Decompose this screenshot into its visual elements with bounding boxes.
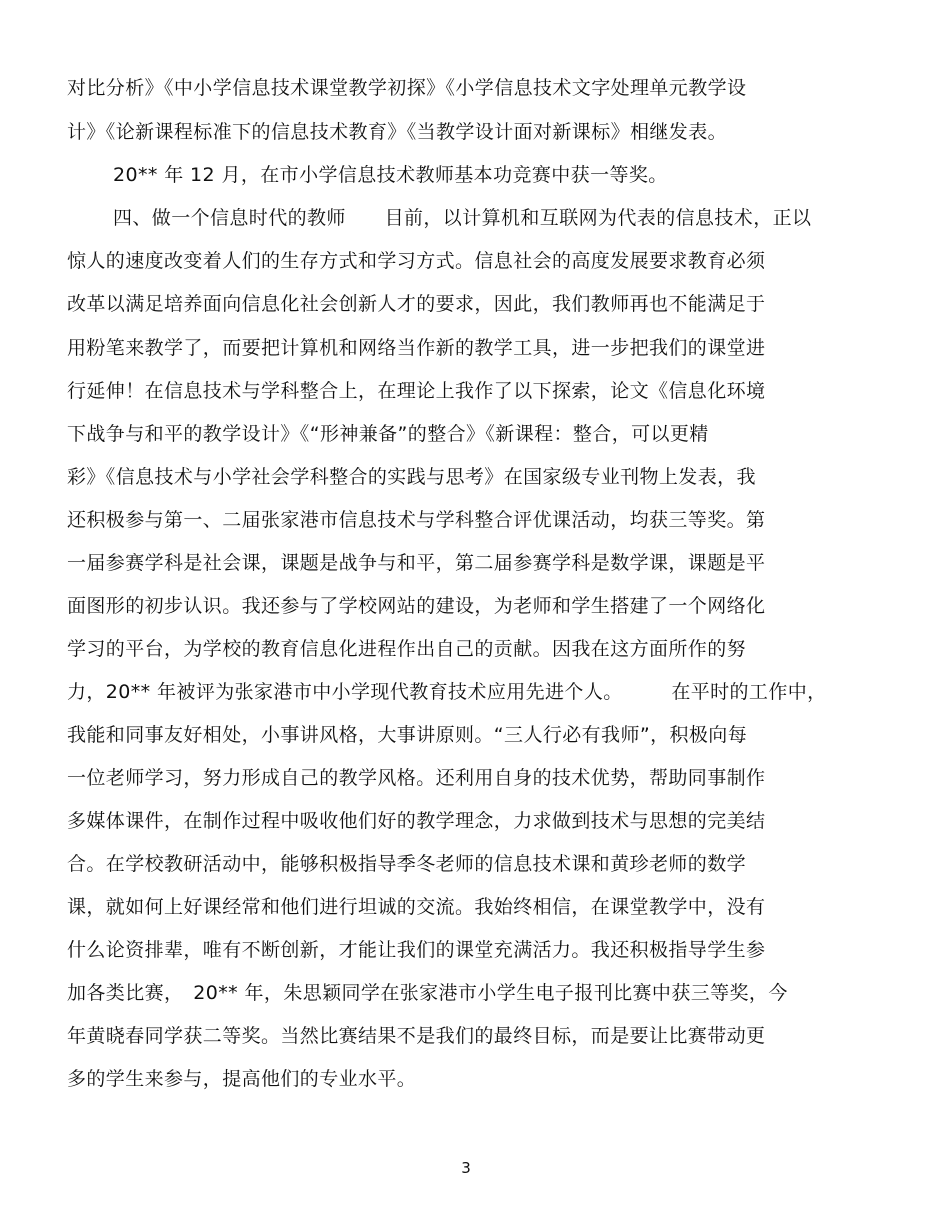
text-line-3: 20** 年 12 月，在市小学信息技术教师基本功竞赛中获一等奖。 bbox=[113, 164, 668, 186]
text-line-15: 力，20** 年被评为张家港市中小学现代教育技术应用先进个人。 在平时的工作中， bbox=[67, 681, 827, 703]
text-line-8: 行延伸！在信息技术与学科整合上，在理论上我作了以下探索，论文《信息化环境 bbox=[67, 380, 766, 402]
text-line-7: 用粉笔来教学了，而要把计算机和网络当作新的教学工具，进一步把我们的课堂进 bbox=[67, 337, 766, 359]
text-line-24: 多的学生来参与，提高他们的专业水平。 bbox=[67, 1068, 417, 1090]
text-line-11: 还积极参与第一、二届张家港市信息技术与学科整合评优课活动，均获三等奖。第 bbox=[67, 509, 766, 531]
text-line-4: 四、做一个信息时代的教师 目前，以计算机和互联网为代表的信息技术，正以 bbox=[113, 207, 812, 229]
text-line-14: 学习的平台，为学校的教育信息化进程作出自己的贡献。因我在这方面所作的努 bbox=[67, 638, 747, 660]
text-line-10: 彩》《信息技术与小学社会学科整合的实践与思考》在国家级专业刊物上发表，我 bbox=[67, 466, 756, 488]
text-line-12: 一届参赛学科是社会课，课题是战争与和平，第二届参赛学科是数学课，课题是平 bbox=[67, 552, 766, 574]
text-line-6: 改革以满足培养面向信息化社会创新人才的要求，因此，我们教师再也不能满足于 bbox=[67, 293, 766, 315]
text-line-13: 面图形的初步认识。我还参与了学校网站的建设，为老师和学生搭建了一个网络化 bbox=[67, 595, 766, 617]
text-line-23: 年黄晓春同学获二等奖。当然比赛结果不是我们的最终目标，而是要让比赛带动更 bbox=[67, 1025, 766, 1047]
text-line-16: 我能和同事友好相处，小事讲风格，大事讲原则。“三人行必有我师”，积极向每 bbox=[67, 724, 748, 746]
text-line-17: 一位老师学习，努力形成自己的教学风格。还利用自身的技术优势，帮助同事制作 bbox=[67, 767, 766, 789]
text-line-21: 什么论资排辈，唯有不断创新，才能让我们的课堂充满活力。我还积极指导学生参 bbox=[67, 939, 766, 961]
text-line-1: 对比分析》《中小学信息技术课堂教学初探》《小学信息技术文字处理单元教学设 bbox=[67, 77, 747, 99]
text-line-19: 合。在学校教研活动中，能够积极指导季冬老师的信息技术课和黄珍老师的数学 bbox=[67, 853, 747, 875]
text-line-20: 课，就如何上好课经常和他们进行坦诚的交流。我始终相信，在课堂教学中，没有 bbox=[67, 896, 766, 918]
text-line-5: 惊人的速度改变着人们的生存方式和学习方式。信息社会的高度发展要求教育必须 bbox=[67, 250, 766, 272]
text-line-2: 计》《论新课程标准下的信息技术教育》《当教学设计面对新课标》相继发表。 bbox=[67, 121, 728, 143]
text-line-9: 下战争与和平的教学设计》《“形神兼备”的整合》《新课程：整合，可以更精 bbox=[67, 423, 709, 445]
text-line-18: 多媒体课件，在制作过程中吸收他们好的教学理念，力求做到技术与思想的完美结 bbox=[67, 810, 766, 832]
page-number: 3 bbox=[461, 1159, 471, 1177]
text-line-22: 加各类比赛， 20** 年，朱思颖同学在张家港市小学生电子报刊比赛中获三等奖，今 bbox=[67, 982, 788, 1004]
